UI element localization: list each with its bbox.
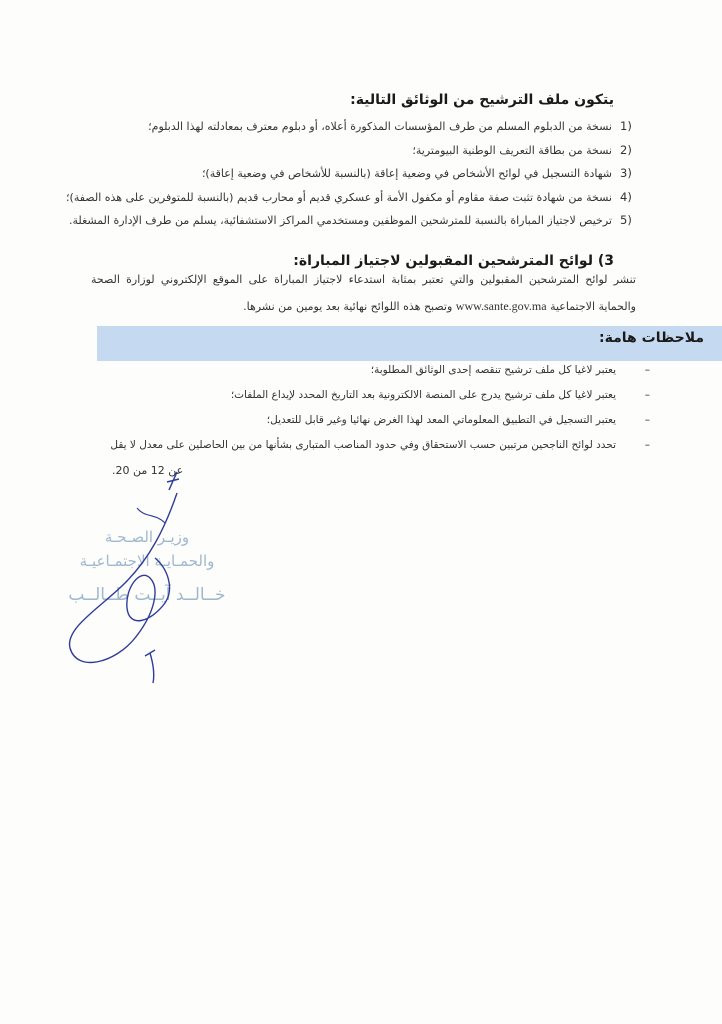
list-item [80, 364, 650, 389]
list-item [69, 213, 638, 238]
bullet-dash: – [644, 364, 650, 376]
item-number: 5) [620, 213, 632, 227]
list-item [78, 144, 638, 168]
item-text: نسخة من بطاقة التعريف الوطنية البيومترية؛ [412, 143, 612, 157]
paragraph-text: تنشر لوائح المترشحين المقبولين والتي تعتبر بمثابة استدعاء لاجتياز المباراة على الموقع الإلكتروني لوزارة الصحة والحماية الاجتماعية [91, 273, 636, 313]
bullet-dash: – [644, 389, 650, 401]
stamp-line-ministry: والحمـايـة الاجتمـاعيـة [79, 552, 215, 570]
paragraph-text-end: وتصبح هذه اللوائح نهائية بعد يومين من نشرها. [243, 300, 453, 313]
list-item [80, 439, 650, 464]
notes-heading: ملاحظات هامة: [599, 330, 704, 346]
note-text: يعتبر التسجيل في التطبيق المعلوماتي المعد لهذا الغرض نهائيا وغير قابل للتعديل؛ [266, 414, 616, 426]
item-text: ترخيص لاجتياز المباراة بالنسبة للمترشحين الموظفين ومستخدمي المراكز الاستشفائية، يسلم من طرف الإدارة المشغلة. [69, 214, 612, 227]
note-text: يعتبر لاغيا كل ملف ترشيح تنقصه إحدى الوثائق المطلوبة؛ [370, 364, 616, 376]
item-text: نسخة من شهادة تثبت صفة مقاوم أو مكفول الأمة أو عسكري قديم أو محارب قديم (بالنسبة للمتوفرين على هذه الصفة)؛ [66, 190, 612, 204]
website-link[interactable]: www.sante.gov.ma [455, 299, 547, 313]
bullet-dash: – [644, 414, 650, 426]
stamp-line-title: وزيـر الصـحـة [104, 528, 190, 546]
list-item [80, 389, 650, 414]
stamp-line-name: خــالــد آيــت طــالــب [68, 585, 226, 605]
notes-list [80, 364, 650, 464]
item-number: 4) [620, 189, 632, 204]
bullet-dash: – [644, 439, 650, 451]
accepted-lists-heading: 3) لوائح المترشحين المقبولين لاجتياز المباراة: [293, 253, 614, 269]
documents-heading: يتكون ملف الترشيح من الوثائق التالية: [350, 92, 614, 108]
list-item [80, 414, 650, 439]
notes-tail-text: عن 12 من 20. [112, 464, 184, 477]
item-text: نسخة من الدبلوم المسلم من طرف المؤسسات المذكورة أعلاه، أو دبلوم معترف بمعادلته لهذا الدبلوم؛ [148, 120, 612, 133]
list-item [78, 120, 638, 144]
item-text: شهادة التسجيل في لوائح الأشخاص في وضعية إعاقة (بالنسبة للأشخاص في وضعية إعاقة)؛ [201, 167, 612, 180]
list-item [66, 189, 638, 215]
note-text: يعتبر لاغيا كل ملف ترشيح يدرج على المنصة الالكترونية بعد التاريخ المحدد لإيداع الملفات؛ [230, 389, 616, 401]
item-number: 3) [620, 166, 632, 180]
item-number: 2) [620, 142, 632, 157]
signature-mark [55, 488, 255, 688]
note-text: تحدد لوائح الناجحين مرتبين حسب الاستحقاق وفي حدود المناصب المتبارى بشأنها من بين الحاصلين على معدل لا يقل [110, 439, 616, 451]
accepted-lists-paragraph [91, 267, 636, 320]
documents-list [66, 119, 638, 238]
item-number: 1) [620, 119, 632, 133]
list-item [78, 167, 638, 191]
